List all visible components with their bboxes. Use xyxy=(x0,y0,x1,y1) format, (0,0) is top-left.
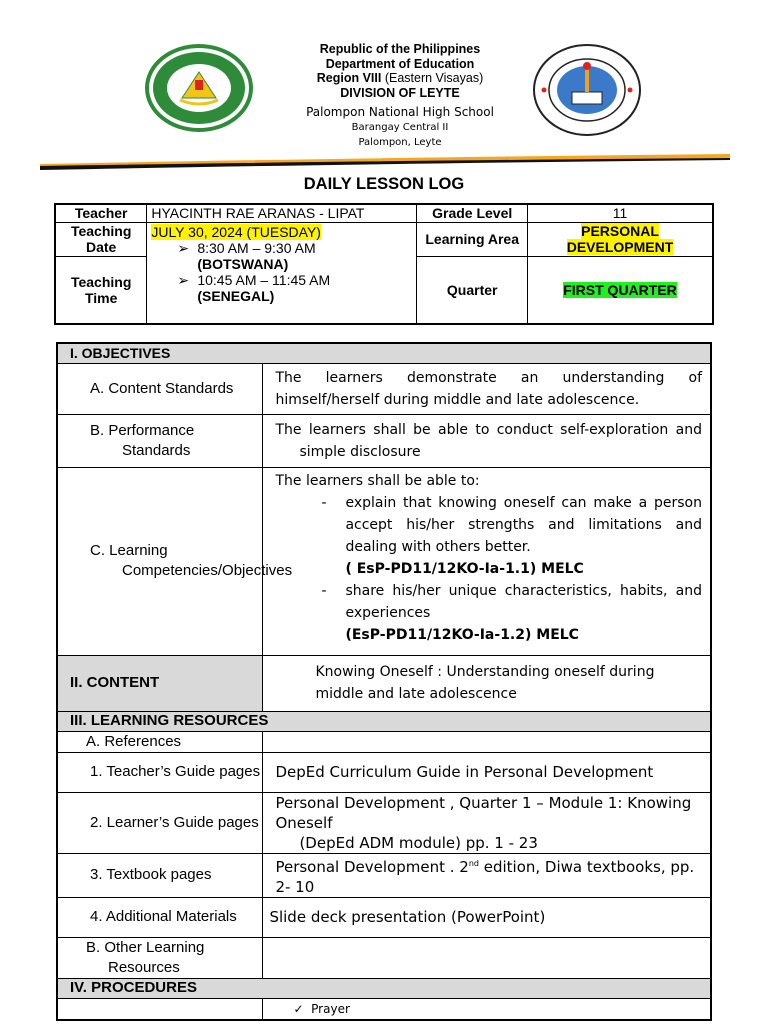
section-2: (SENEGAL) xyxy=(197,287,275,304)
teaching-time-label: Teaching Time xyxy=(55,256,147,324)
time-slot-1: 8:30 AM – 9:30 AM xyxy=(197,239,316,256)
performance-standards-line1: The learners shall be able to conduct self-exploration and xyxy=(275,421,702,438)
time-slot-2: 10:45 AM – 11:45 AM xyxy=(197,271,331,288)
learners-guide-value-line2: (DepEd ADM module) pp. 1 - 23 xyxy=(299,833,538,852)
performance-standards-label: B. Performance Standards xyxy=(90,421,195,459)
procedure-item-prayer: Prayer xyxy=(311,1001,350,1016)
lesson-plan-table xyxy=(56,342,712,1021)
teacher-value: HYACINTH RAE ARANAS - LIPAT xyxy=(147,204,417,222)
republic-line: Republic of the Philippines xyxy=(319,42,481,56)
region-sub: (Eastern Visayas) xyxy=(384,71,484,85)
performance-standards-line2: simple disclosure xyxy=(299,443,421,460)
division-line: DIVISION OF LEYTE xyxy=(340,85,460,100)
arrow-bullet-icon: ➢ xyxy=(177,239,190,256)
textbook-value-b: edition, Diwa textbooks, pp. 2- 10 xyxy=(275,857,695,896)
check-icon: ✓ xyxy=(293,1001,304,1016)
date-time-cell xyxy=(147,222,417,324)
dash-bullet: - xyxy=(321,582,327,599)
content-heading: II. CONTENT xyxy=(57,655,263,711)
content-value: Knowing Oneself : Understanding oneself during middle and late adolescence xyxy=(263,655,711,711)
teaching-date-label: Teaching Date xyxy=(55,222,147,256)
teacher-label: Teacher xyxy=(55,204,147,222)
barangay: Barangay Central II xyxy=(351,122,449,133)
region-line: Region VIII xyxy=(316,71,382,85)
textbook-value-sup: nd xyxy=(468,858,479,868)
learning-area-label: Learning Area xyxy=(417,222,528,256)
grade-level-label: Grade Level xyxy=(417,204,528,222)
competency-code-1: ( EsP-PD11/12KO-Ia-1.1) MELC xyxy=(345,560,584,577)
department-line: Department of Education xyxy=(325,56,475,71)
textbook-pages-label: 3. Textbook pages xyxy=(57,853,263,897)
section-1: (BOTSWANA) xyxy=(197,255,289,272)
competency-item-1: explain that knowing oneself can make a person accept his/her strengths and limitations and dealing with others better. xyxy=(345,494,702,555)
division-of-leyte-seal xyxy=(142,42,256,134)
lesson-info-table xyxy=(54,203,714,325)
learners-guide-label: 2. Learner’s Guide pages xyxy=(90,813,259,831)
learners-guide-value-line1: Personal Development , Quarter 1 – Module 1: Knowing Oneself xyxy=(275,793,692,832)
school-name: Palompon National High School xyxy=(306,105,494,119)
learning-resources-heading: III. LEARNING RESOURCES xyxy=(57,711,711,731)
additional-materials-label: 4. Additional Materials xyxy=(90,908,237,925)
document-title: DAILY LESSON LOG xyxy=(303,175,465,193)
grade-level-value: 11 xyxy=(528,204,713,222)
competencies-intro: The learners shall be able to: xyxy=(275,472,480,489)
quarter-label: Quarter xyxy=(417,256,528,324)
references-label: A. References xyxy=(57,731,263,752)
teachers-guide-value: DepEd Curriculum Guide in Personal Development xyxy=(263,752,711,792)
header-divider xyxy=(40,150,730,172)
additional-materials-value: Slide deck presentation (PowerPoint) xyxy=(263,897,711,937)
palompon-nhs-seal xyxy=(532,44,642,136)
competency-item-2: share his/her unique characteristics, habits, and experiences xyxy=(345,582,702,621)
town: Palompon, Leyte xyxy=(358,137,442,148)
dash-bullet: - xyxy=(321,494,327,511)
other-resources-label: B. Other Learning Resources xyxy=(86,938,205,976)
procedures-heading: IV. PROCEDURES xyxy=(57,978,711,998)
teachers-guide-label: 1. Teacher’s Guide pages xyxy=(90,763,261,780)
content-standards-line2: himself/herself during middle and late adolescence. xyxy=(275,391,640,408)
objectives-heading: I. OBJECTIVES xyxy=(57,343,711,363)
textbook-value-a: Personal Development . 2 xyxy=(275,857,469,876)
learning-area-value: PERSONAL DEVELOPMENT xyxy=(566,223,674,255)
learning-competencies-label: C. Learning Competencies/Objectives xyxy=(90,542,293,579)
teaching-date-value: JULY 30, 2024 (TUESDAY) xyxy=(151,223,321,240)
content-standards-line1: The learners demonstrate an understanding of xyxy=(275,369,702,386)
arrow-bullet-icon: ➢ xyxy=(177,271,190,288)
competency-code-2: (EsP-PD11/12KO-Ia-1.2) MELC xyxy=(345,626,579,643)
quarter-value: FIRST QUARTER xyxy=(563,281,677,298)
content-standards-label: A. Content Standards xyxy=(90,379,234,397)
